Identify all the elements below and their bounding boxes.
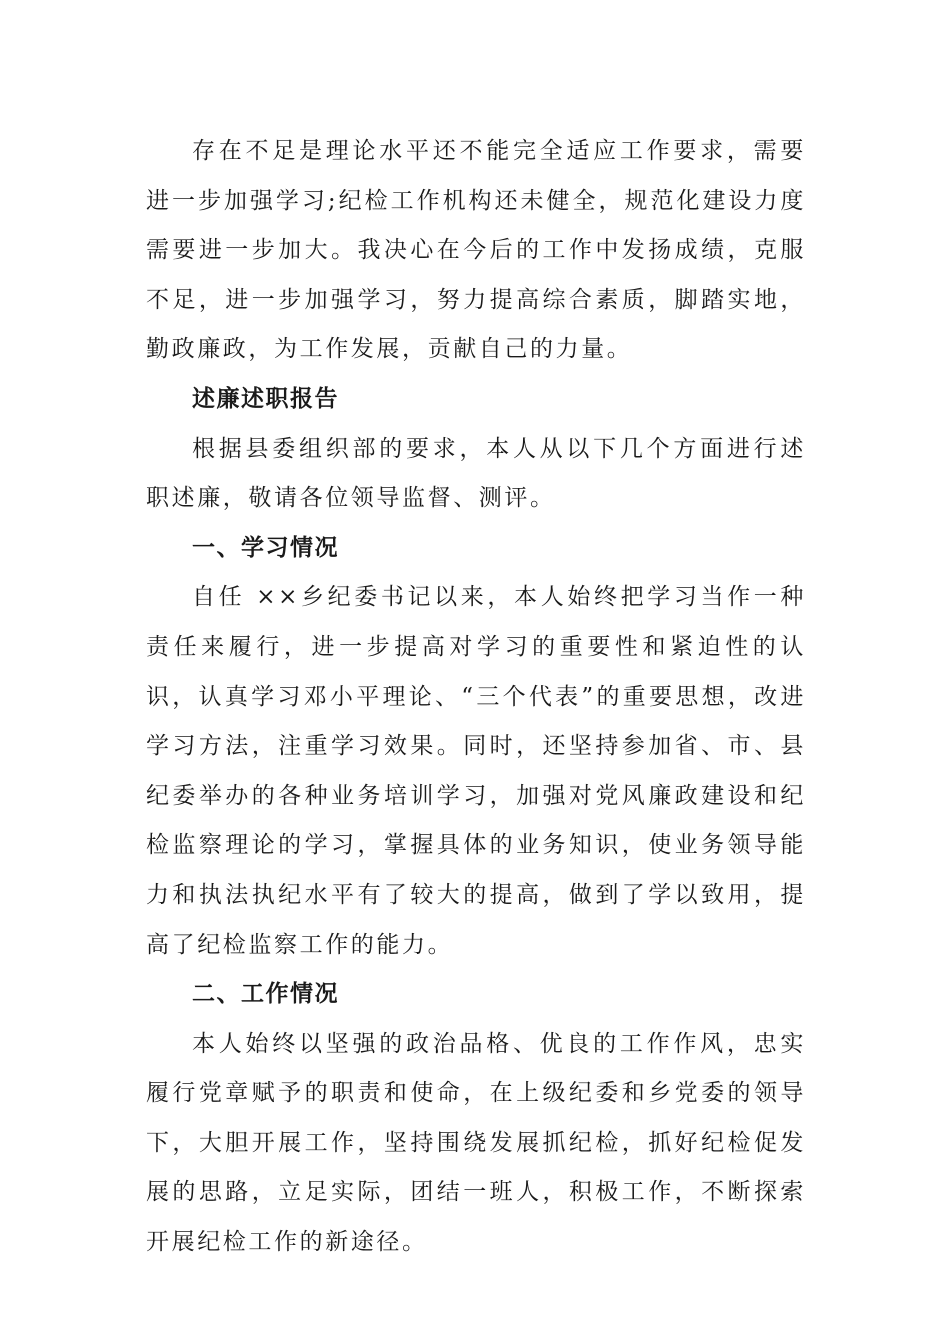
paragraph-intro: 根据县委组织部的要求，本人从以下几个方面进行述职述廉，敬请各位领导监督、测评。 bbox=[146, 435, 806, 512]
paragraph-work: 本人始终以坚强的政治品格、优良的工作作风，忠实履行党章赋予的职责和使命，在上级纪委和乡党委的领导下，大胆开展工作，坚持围绕发展抓纪检，抓好纪检促发展的思路，立足实际，团结一班人，积极工作，不断探索开展纪检工作的新途径。 bbox=[146, 1030, 806, 1256]
paragraph-shortcomings: 存在不足是理论水平还不能完全适应工作要求，需要进一步加强学习;纪检工作机构还未健全，规范化建设力度需要进一步加大。我决心在今后的工作中发扬成绩，克服不足，进一步加强学习，努力提高综合素质，脚踏实地，勤政廉政，为工作发展，贡献自己的力量。 bbox=[146, 138, 806, 363]
section-heading-work: 二、工作情况 bbox=[192, 981, 339, 1008]
document-body bbox=[146, 127, 806, 1268]
report-title: 述廉述职报告 bbox=[192, 385, 339, 412]
paragraph-study: 自任 ××乡纪委书记以来，本人始终把学习当作一种责任来履行，进一步提高对学习的重要性和紧迫性的认识，认真学习邓小平理论、“三个代表”的重要思想，改进学习方法，注重学习效果。同时，还坚持参加省、市、县纪委举办的各种业务培训学习，加强对党风廉政建设和纪检监察理论的学习，掌握具体的业务知识，使业务领导能力和执法执纪水平有了较大的提高，做到了学以致用，提高了纪检监察工作的能力。 bbox=[146, 584, 806, 958]
section-heading-study: 一、学习情况 bbox=[192, 534, 339, 561]
